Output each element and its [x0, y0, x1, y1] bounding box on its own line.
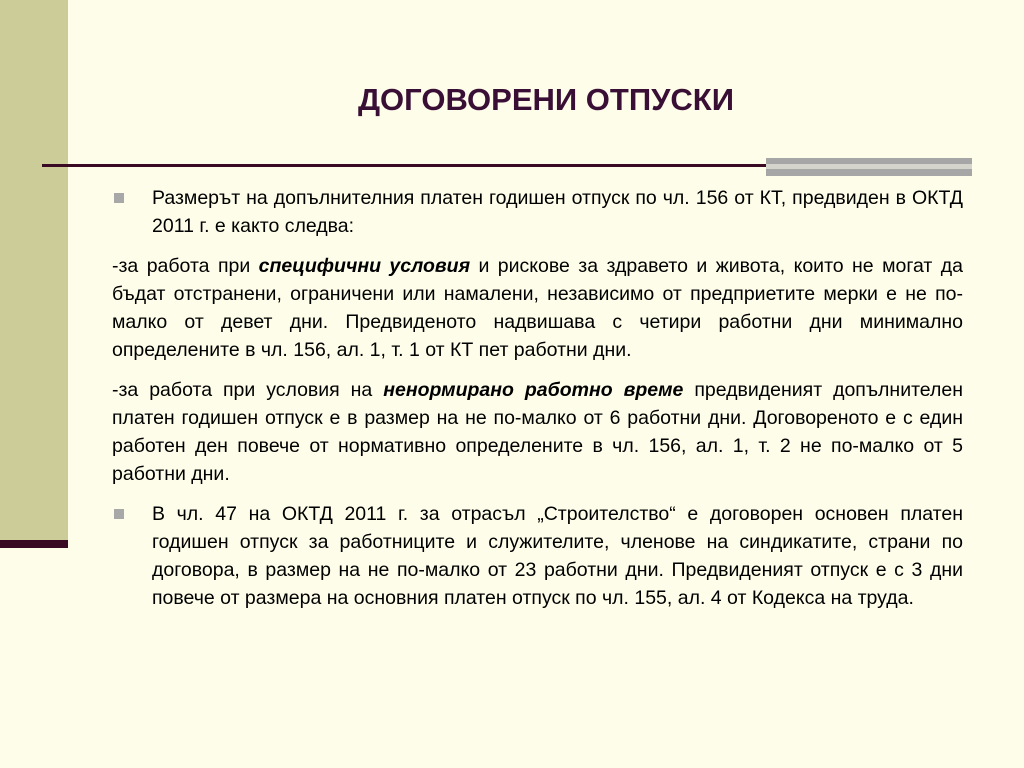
paragraph-1-emphasis: специфични условия: [258, 255, 471, 277]
slide-title: ДОГОВОРЕНИ ОТПУСКИ: [357, 82, 735, 117]
bullet-item-2-text: В чл. 47 на ОКТД 2011 г. за отрасъл „Строителство“ е договорен основен платен годишен отпуск за работниците и служителите, членове на синдикатите, страни по договора, в размер на не по-малко от 23 работни дни. Предвиденият отпуск е с 3 дни повече от размера на основния платен отпуск по чл. 155, ал. 4 от Кодекса на труда.: [152, 503, 963, 609]
paragraph-1-rest: и рискове за здравето и живота, които не могат да бъдат отстранени, ограничени или намалени, независимо от предприетите мерки е не по-малко от девет дни. Предвиденото надвишава с четири работни дни минимално определените в чл. 156, ал. 1, т. 1 от КТ пет работни дни.: [112, 255, 963, 361]
paragraph-2-emphasis: ненормирано работно време: [383, 379, 684, 401]
paragraph-1-lead: -за работа при: [112, 255, 259, 277]
square-bullet-icon: [114, 193, 124, 203]
slide-body: [112, 184, 963, 624]
left-decor-line: [0, 540, 68, 548]
paragraph-2-rest: предвиденият допълнителен платен годишен отпуск е в размер на не по-малко от 6 работни дни. Договореното е с един работен ден повече от нормативно определените в чл. 156, ал. 1, т. 2 не по-малко от 5 работни дни.: [112, 379, 963, 485]
paragraph-irregular-hours: [112, 376, 963, 488]
paragraph-specific-conditions: [112, 252, 963, 364]
left-decor-strip: [0, 0, 68, 540]
bullet-item-2: [112, 500, 963, 612]
paragraph-2-lead: -за работа при условия на: [112, 379, 384, 401]
bullet-item-1: [112, 184, 963, 240]
title-divider-block: [766, 158, 972, 176]
title-divider-line: [42, 164, 772, 167]
bullet-item-1-text: Размерът на допълнителния платен годишен отпуск по чл. 156 от КТ, предвиден в ОКТД 2011 г. е както следва:: [152, 187, 963, 237]
square-bullet-icon: [114, 509, 124, 519]
